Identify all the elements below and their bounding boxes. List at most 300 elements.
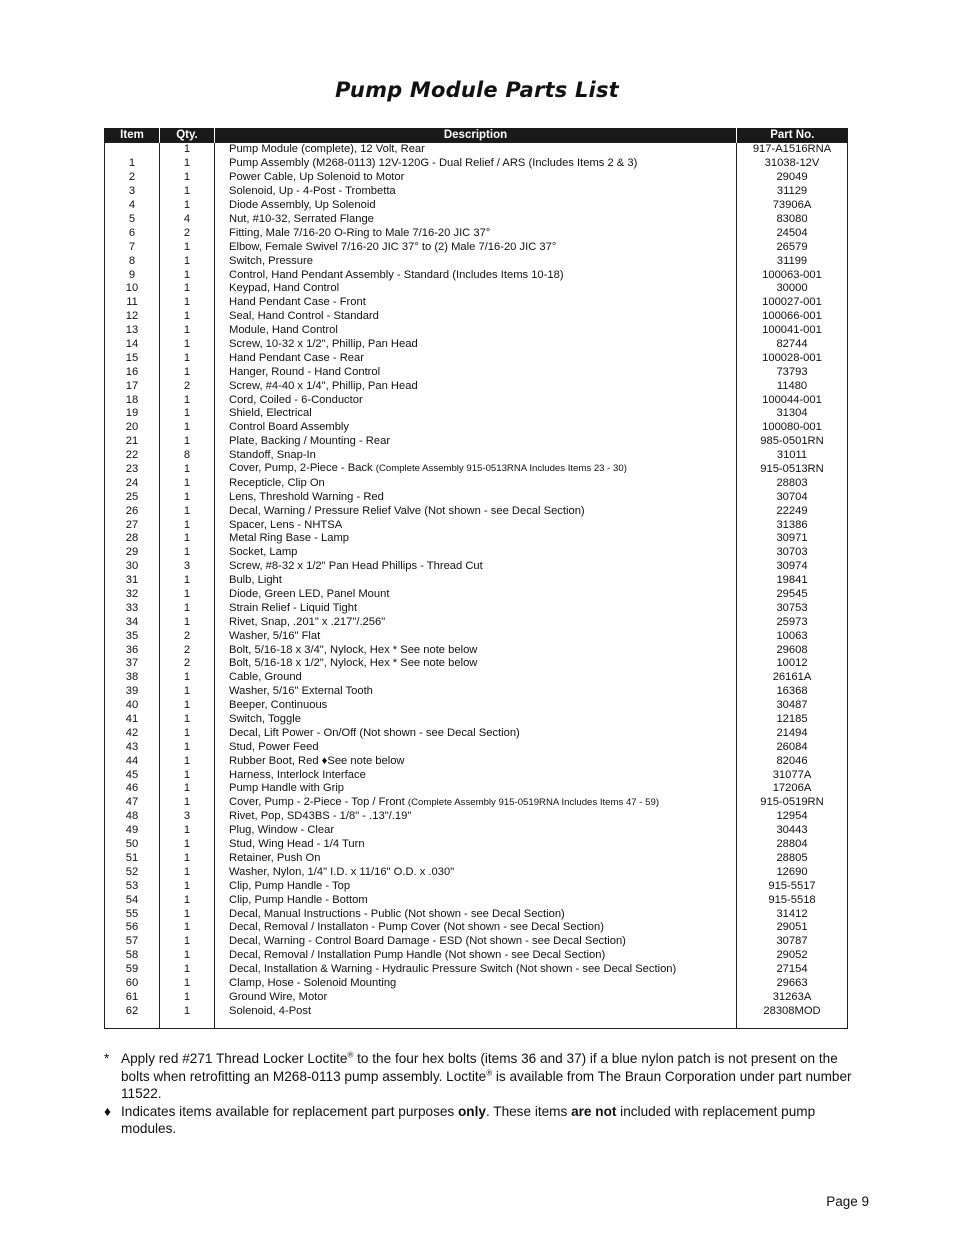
qty-cell: 1 xyxy=(160,726,215,740)
qty-cell: 1 xyxy=(160,685,215,699)
table-row xyxy=(105,268,848,282)
qty-cell: 1 xyxy=(160,462,215,476)
item-cell: 38 xyxy=(105,671,160,685)
table-row xyxy=(105,726,848,740)
item-cell: 23 xyxy=(105,462,160,476)
item-cell: 56 xyxy=(105,921,160,935)
table-row xyxy=(105,226,848,240)
table-row xyxy=(105,185,848,199)
qty-cell: 3 xyxy=(160,810,215,824)
qty-cell: 1 xyxy=(160,907,215,921)
header-qty: Qty. xyxy=(160,128,215,143)
description-text: Beeper, Continuous xyxy=(229,699,328,712)
item-cell: 43 xyxy=(105,740,160,754)
part-no-cell: 31304 xyxy=(737,407,848,421)
description-text: Ground Wire, Motor xyxy=(229,990,328,1003)
part-no-cell: 26084 xyxy=(737,740,848,754)
table-row xyxy=(105,824,848,838)
parts-table xyxy=(104,128,848,1029)
table-row xyxy=(105,240,848,254)
part-no-cell: 30753 xyxy=(737,601,848,615)
qty-cell: 1 xyxy=(160,601,215,615)
description-text: Bulb, Light xyxy=(229,574,282,587)
description-cell xyxy=(215,171,737,185)
item-cell: 57 xyxy=(105,935,160,949)
description-cell xyxy=(215,504,737,518)
qty-cell: 8 xyxy=(160,449,215,463)
part-no-cell: 30974 xyxy=(737,560,848,574)
part-no-cell: 25973 xyxy=(737,615,848,629)
item-cell: 32 xyxy=(105,588,160,602)
qty-cell: 1 xyxy=(160,393,215,407)
description-cell xyxy=(215,990,737,1004)
qty-cell: 1 xyxy=(160,921,215,935)
description-text: Hanger, Round - Hand Control xyxy=(229,365,381,378)
table-row xyxy=(105,879,848,893)
description-cell xyxy=(215,310,737,324)
table-row xyxy=(105,199,848,213)
part-no-cell: 28804 xyxy=(737,838,848,852)
qty-cell: 2 xyxy=(160,657,215,671)
description-text: Switch, Toggle xyxy=(229,713,301,726)
qty-cell: 1 xyxy=(160,754,215,768)
part-no-cell: 27154 xyxy=(737,963,848,977)
qty-cell: 1 xyxy=(160,240,215,254)
description-text: Strain Relief - Liquid Tight xyxy=(229,601,358,614)
part-no-cell: 30971 xyxy=(737,532,848,546)
description-cell xyxy=(215,212,737,226)
description-text: Decal, Manual Instructions - Public (Not shown - see Decal Section) xyxy=(229,907,565,920)
item-cell: 15 xyxy=(105,351,160,365)
description-text: Pump Module (complete), 12 Volt, Rear xyxy=(229,143,425,156)
description-cell xyxy=(215,601,737,615)
description-cell xyxy=(215,268,737,282)
qty-cell: 1 xyxy=(160,949,215,963)
item-cell: 21 xyxy=(105,435,160,449)
description-cell xyxy=(215,240,737,254)
item-cell: 50 xyxy=(105,838,160,852)
qty-cell: 1 xyxy=(160,865,215,879)
description-text: Decal, Installation & Warning - Hydraulic Pressure Switch (Not shown - see Decal Section) xyxy=(229,963,677,976)
description-cell xyxy=(215,685,737,699)
table-row xyxy=(105,768,848,782)
part-no-cell: 31199 xyxy=(737,254,848,268)
part-no-cell: 30487 xyxy=(737,699,848,713)
description-cell xyxy=(215,324,737,338)
description-cell xyxy=(215,699,737,713)
item-cell: 26 xyxy=(105,504,160,518)
description-text: Standoff, Snap-In xyxy=(229,449,316,462)
qty-cell: 1 xyxy=(160,351,215,365)
item-cell: 61 xyxy=(105,990,160,1004)
header-part-no: Part No. xyxy=(737,128,848,143)
table-row xyxy=(105,782,848,796)
item-cell: 25 xyxy=(105,490,160,504)
qty-cell: 1 xyxy=(160,504,215,518)
part-no-cell: 31412 xyxy=(737,907,848,921)
description-cell xyxy=(215,588,737,602)
part-no-cell: 29545 xyxy=(737,588,848,602)
qty-cell: 2 xyxy=(160,379,215,393)
description-cell xyxy=(215,462,737,476)
description-text: Washer, Nylon, 1/4" I.D. x 11/16" O.D. x .030" xyxy=(229,865,455,878)
item-cell: 9 xyxy=(105,268,160,282)
item-cell: 1 xyxy=(105,157,160,171)
part-no-cell: 82046 xyxy=(737,754,848,768)
part-no-cell: 28805 xyxy=(737,851,848,865)
item-cell: 54 xyxy=(105,893,160,907)
table-row xyxy=(105,935,848,949)
table-row xyxy=(105,254,848,268)
page-title: Pump Module Parts List xyxy=(335,78,619,102)
item-cell: 62 xyxy=(105,1004,160,1018)
part-no-cell: 31011 xyxy=(737,449,848,463)
table-row xyxy=(105,560,848,574)
description-cell xyxy=(215,671,737,685)
table-row xyxy=(105,643,848,657)
diamond-icon: ♦ xyxy=(104,1103,111,1119)
part-no-cell: 21494 xyxy=(737,726,848,740)
part-no-cell: 16368 xyxy=(737,685,848,699)
table-row xyxy=(105,865,848,879)
qty-cell: 3 xyxy=(160,560,215,574)
description-text: Solenoid, Up - 4-Post - Trombetta xyxy=(229,185,396,198)
table-row xyxy=(105,963,848,977)
table-row xyxy=(105,907,848,921)
qty-cell: 1 xyxy=(160,199,215,213)
table-row xyxy=(105,893,848,907)
qty-cell: 1 xyxy=(160,532,215,546)
qty-cell: 1 xyxy=(160,879,215,893)
part-no-cell: 915-0519RN xyxy=(737,796,848,810)
qty-cell: 1 xyxy=(160,1004,215,1018)
description-text: Harness, Interlock Interface xyxy=(229,768,366,781)
table-row-empty xyxy=(105,1018,848,1029)
table-row xyxy=(105,601,848,615)
description-text: Power Cable, Up Solenoid to Motor xyxy=(229,171,405,184)
qty-cell: 1 xyxy=(160,740,215,754)
part-no-cell: 22249 xyxy=(737,504,848,518)
description-text: Rivet, Snap, .201" x .217"/.256" xyxy=(229,615,386,628)
description-cell xyxy=(215,143,737,157)
description-text: Solenoid, 4-Post xyxy=(229,1004,312,1017)
table-row xyxy=(105,365,848,379)
table-row xyxy=(105,393,848,407)
qty-cell: 1 xyxy=(160,976,215,990)
empty-cell xyxy=(160,1018,215,1029)
item-cell: 55 xyxy=(105,907,160,921)
item-cell: 60 xyxy=(105,976,160,990)
item-cell: 58 xyxy=(105,949,160,963)
description-cell xyxy=(215,546,737,560)
part-no-cell: 100027-001 xyxy=(737,296,848,310)
description-text: Cover, Pump - 2-Piece - Top / Front xyxy=(229,795,408,808)
description-cell xyxy=(215,393,737,407)
description-text: Stud, Wing Head - 1/4 Turn xyxy=(229,838,365,851)
description-cell xyxy=(215,185,737,199)
parts-table-body xyxy=(105,143,848,1029)
part-no-cell: 100041-001 xyxy=(737,324,848,338)
part-no-cell: 100080-001 xyxy=(737,421,848,435)
description-text: Seal, Hand Control - Standard xyxy=(229,310,379,323)
part-no-cell: 31077A xyxy=(737,768,848,782)
qty-cell: 1 xyxy=(160,699,215,713)
part-no-cell: 100044-001 xyxy=(737,393,848,407)
description-text: Plug, Window - Clear xyxy=(229,824,335,837)
description-cell xyxy=(215,296,737,310)
description-text: Stud, Power Feed xyxy=(229,740,319,753)
description-text: Screw, #4-40 x 1/4", Phillip, Pan Head xyxy=(229,379,418,392)
item-cell: 51 xyxy=(105,851,160,865)
description-text: Control Board Assembly xyxy=(229,421,350,434)
item-cell: 11 xyxy=(105,296,160,310)
part-no-cell: 917-A1516RNA xyxy=(737,143,848,157)
table-row xyxy=(105,851,848,865)
header-description: Description xyxy=(215,128,737,143)
table-row xyxy=(105,546,848,560)
description-text: Decal, Removal / Installaton - Pump Cover (Not shown - see Decal Section) xyxy=(229,921,604,934)
part-no-cell: 100028-001 xyxy=(737,351,848,365)
item-cell: 10 xyxy=(105,282,160,296)
table-row xyxy=(105,143,848,157)
qty-cell: 1 xyxy=(160,574,215,588)
description-text: Diode Assembly, Up Solenoid xyxy=(229,199,376,212)
qty-cell: 1 xyxy=(160,337,215,351)
item-cell: 59 xyxy=(105,963,160,977)
description-text: Rivet, Pop, SD43BS - 1/8" - .13"/.19" xyxy=(229,810,412,823)
description-cell xyxy=(215,768,737,782)
item-cell: 35 xyxy=(105,629,160,643)
item-cell: 18 xyxy=(105,393,160,407)
item-cell: 14 xyxy=(105,337,160,351)
part-no-cell: 30443 xyxy=(737,824,848,838)
qty-cell: 1 xyxy=(160,838,215,852)
qty-cell: 1 xyxy=(160,171,215,185)
qty-cell: 2 xyxy=(160,226,215,240)
item-cell: 30 xyxy=(105,560,160,574)
table-row xyxy=(105,462,848,476)
description-cell xyxy=(215,449,737,463)
description-text: Keypad, Hand Control xyxy=(229,282,340,295)
table-row xyxy=(105,685,848,699)
item-cell: 16 xyxy=(105,365,160,379)
parts-table-header xyxy=(105,128,848,143)
description-text: Hand Pendant Case - Rear xyxy=(229,351,364,364)
table-row xyxy=(105,588,848,602)
item-cell: 33 xyxy=(105,601,160,615)
part-no-cell: 12954 xyxy=(737,810,848,824)
table-row xyxy=(105,476,848,490)
table-row xyxy=(105,921,848,935)
description-text: Hand Pendant Case - Front xyxy=(229,296,366,309)
part-no-cell: 26579 xyxy=(737,240,848,254)
description-cell xyxy=(215,518,737,532)
part-no-cell: 12185 xyxy=(737,713,848,727)
table-row xyxy=(105,407,848,421)
part-no-cell: 30703 xyxy=(737,546,848,560)
description-text: Cord, Coiled - 6-Conductor xyxy=(229,393,363,406)
item-cell: 49 xyxy=(105,824,160,838)
notes xyxy=(104,1050,864,1138)
qty-cell: 2 xyxy=(160,629,215,643)
item-cell: 45 xyxy=(105,768,160,782)
description-text: Module, Hand Control xyxy=(229,324,338,337)
table-row xyxy=(105,949,848,963)
part-no-cell: 29608 xyxy=(737,643,848,657)
table-row xyxy=(105,713,848,727)
qty-cell: 1 xyxy=(160,157,215,171)
table-row xyxy=(105,574,848,588)
item-cell: 37 xyxy=(105,657,160,671)
description-cell xyxy=(215,574,737,588)
part-no-cell: 11480 xyxy=(737,379,848,393)
part-no-cell: 915-0513RN xyxy=(737,462,848,476)
part-no-cell: 30704 xyxy=(737,490,848,504)
description-text: Control, Hand Pendant Assembly - Standard (Includes Items 10-18) xyxy=(229,268,564,281)
qty-cell: 1 xyxy=(160,310,215,324)
description-cell xyxy=(215,629,737,643)
qty-cell: 1 xyxy=(160,935,215,949)
qty-cell: 1 xyxy=(160,296,215,310)
description-text: Bolt, 5/16-18 x 1/2", Nylock, Hex * See note below xyxy=(229,657,478,670)
description-text: Cover, Pump, 2-Piece - Back xyxy=(229,462,376,475)
description-cell xyxy=(215,824,737,838)
description-text: Shield, Electrical xyxy=(229,407,312,420)
description-text: Decal, Removal / Installation Pump Handle (Not shown - see Decal Section) xyxy=(229,949,606,962)
qty-cell: 1 xyxy=(160,768,215,782)
item-cell xyxy=(105,143,160,157)
description-note: (Complete Assembly 915-0513RNA Includes Items 23 - 30) xyxy=(375,463,627,475)
description-cell xyxy=(215,615,737,629)
description-cell xyxy=(215,157,737,171)
qty-cell: 1 xyxy=(160,990,215,1004)
part-no-cell: 30787 xyxy=(737,935,848,949)
table-row xyxy=(105,796,848,810)
part-no-cell: 29052 xyxy=(737,949,848,963)
table-row xyxy=(105,754,848,768)
description-cell xyxy=(215,337,737,351)
table-row xyxy=(105,212,848,226)
description-text: Clip, Pump Handle - Bottom xyxy=(229,893,368,906)
description-text: Fitting, Male 7/16-20 O-Ring to Male 7/16-20 JIC 37° xyxy=(229,226,491,239)
item-cell: 42 xyxy=(105,726,160,740)
qty-cell: 1 xyxy=(160,282,215,296)
qty-cell: 1 xyxy=(160,796,215,810)
description-text: Decal, Lift Power - On/Off (Not shown - see Decal Section) xyxy=(229,726,520,739)
table-row xyxy=(105,282,848,296)
description-text: Elbow, Female Swivel 7/16-20 JIC 37° to (2) Male 7/16-20 JIC 37° xyxy=(229,240,557,253)
table-row xyxy=(105,171,848,185)
item-cell: 7 xyxy=(105,240,160,254)
part-no-cell: 31386 xyxy=(737,518,848,532)
part-no-cell: 29663 xyxy=(737,976,848,990)
qty-cell: 1 xyxy=(160,824,215,838)
table-row xyxy=(105,671,848,685)
qty-cell: 1 xyxy=(160,185,215,199)
qty-cell: 1 xyxy=(160,546,215,560)
description-text: Recepticle, Clip On xyxy=(229,476,325,489)
description-cell xyxy=(215,810,737,824)
part-no-cell: 915-5518 xyxy=(737,893,848,907)
description-text: Spacer, Lens - NHTSA xyxy=(229,518,343,531)
qty-cell: 1 xyxy=(160,588,215,602)
description-text: Retainer, Push On xyxy=(229,851,321,864)
description-cell xyxy=(215,726,737,740)
table-row xyxy=(105,518,848,532)
qty-cell: 1 xyxy=(160,365,215,379)
description-cell xyxy=(215,949,737,963)
item-cell: 41 xyxy=(105,713,160,727)
description-cell xyxy=(215,754,737,768)
part-no-cell: 82744 xyxy=(737,337,848,351)
item-cell: 8 xyxy=(105,254,160,268)
item-cell: 28 xyxy=(105,532,160,546)
part-no-cell: 29049 xyxy=(737,171,848,185)
table-row xyxy=(105,310,848,324)
description-cell xyxy=(215,351,737,365)
table-row xyxy=(105,699,848,713)
description-cell xyxy=(215,379,737,393)
part-no-cell: 31129 xyxy=(737,185,848,199)
asterisk-mark: * xyxy=(104,1051,110,1066)
page-number: Page 9 xyxy=(826,1194,869,1209)
item-cell: 5 xyxy=(105,212,160,226)
part-no-cell: 83080 xyxy=(737,212,848,226)
part-no-cell: 10012 xyxy=(737,657,848,671)
part-no-cell: 17206A xyxy=(737,782,848,796)
part-no-cell: 100063-001 xyxy=(737,268,848,282)
description-cell xyxy=(215,921,737,935)
description-text: Lens, Threshold Warning - Red xyxy=(229,490,384,503)
description-note: (Complete Assembly 915-0519RNA Includes Items 47 - 59) xyxy=(407,796,660,808)
table-row xyxy=(105,838,848,852)
table-row xyxy=(105,421,848,435)
part-no-cell: 29051 xyxy=(737,921,848,935)
description-text: Socket, Lamp xyxy=(229,546,298,559)
qty-cell: 1 xyxy=(160,615,215,629)
description-cell xyxy=(215,282,737,296)
table-row xyxy=(105,740,848,754)
part-no-cell: 24504 xyxy=(737,226,848,240)
table-row xyxy=(105,435,848,449)
description-cell xyxy=(215,643,737,657)
part-no-cell: 73906A xyxy=(737,199,848,213)
qty-cell: 2 xyxy=(160,643,215,657)
description-text: Pump Assembly (M268-0113) 12V-120G - Dual Relief / ARS (Includes Items 2 & 3) xyxy=(229,157,638,170)
description-cell xyxy=(215,365,737,379)
description-cell xyxy=(215,865,737,879)
description-text: Diode, Green LED, Panel Mount xyxy=(229,588,390,600)
description-text: Decal, Warning - Control Board Damage - ESD (Not shown - see Decal Section) xyxy=(229,935,626,948)
description-cell xyxy=(215,532,737,546)
table-row xyxy=(105,810,848,824)
qty-cell: 1 xyxy=(160,476,215,490)
part-no-cell: 28803 xyxy=(737,476,848,490)
description-text: Screw, 10-32 x 1/2", Phillip, Pan Head xyxy=(229,337,418,350)
description-cell xyxy=(215,560,737,574)
part-no-cell: 915-5517 xyxy=(737,879,848,893)
table-row xyxy=(105,990,848,1004)
description-text: Metal Ring Base - Lamp xyxy=(229,532,350,545)
table-row xyxy=(105,324,848,338)
part-no-cell: 100066-001 xyxy=(737,310,848,324)
table-row xyxy=(105,157,848,171)
description-cell xyxy=(215,796,737,810)
item-cell: 20 xyxy=(105,421,160,435)
description-cell xyxy=(215,893,737,907)
table-row xyxy=(105,629,848,643)
note-loctite: * Apply red #271 Thread Locker Loctite® to the four hex bolts (items 36 and 37) if a blue nylon patch is not present on the bolts when retrofitting an M268-0113 pump assembly. Loctite® is available from The Braun Corporation under part number 11522. xyxy=(104,1050,852,1101)
